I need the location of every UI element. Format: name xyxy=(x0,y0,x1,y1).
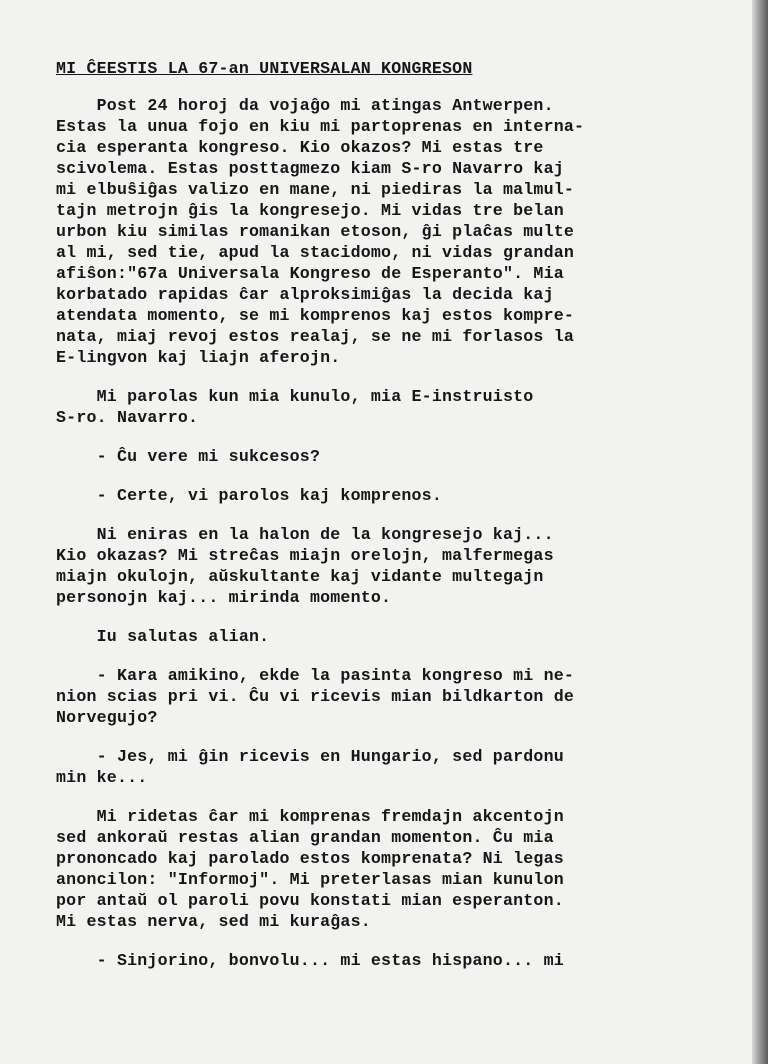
text-line: miajn okulojn, aŭskultante kaj vidante multegajn xyxy=(56,567,544,586)
paragraph xyxy=(56,446,736,467)
paragraph xyxy=(56,746,736,788)
text-line: Mi ridetas ĉar mi komprenas fremdajn akcentojn xyxy=(56,807,564,826)
text-line: Kio okazas? Mi streĉas miajn orelojn, malfermegas xyxy=(56,546,554,565)
text-line: S-ro. Navarro. xyxy=(56,408,199,427)
paragraph-container xyxy=(56,95,736,971)
paragraph xyxy=(56,806,736,932)
text-line: - Jes, mi ĝin ricevis en Hungario, sed pardonu xyxy=(56,747,564,766)
paragraph xyxy=(56,485,736,506)
text-line: E-lingvon kaj liajn aferojn. xyxy=(56,348,341,367)
text-line: min ke... xyxy=(56,768,148,787)
text-line: urbon kiu similas romanikan etoson, ĝi plaĉas multe xyxy=(56,222,575,241)
text-line: mi elbuŝiĝas valizo en mane, ni piediras la malmul- xyxy=(56,180,575,199)
text-line: nion scias pri vi. Ĉu vi ricevis mian bildkarton de xyxy=(56,687,575,706)
text-line: Mi parolas kun mia kunulo, mia E-instruisto xyxy=(56,387,534,406)
text-line: al mi, sed tie, apud la stacidomo, ni vidas grandan xyxy=(56,243,575,262)
text-line: - Sinjorino, bonvolu... mi estas hispano... mi xyxy=(56,951,564,970)
page-title: MI ĈEESTIS LA 67-an UNIVERSALAN KONGRESON xyxy=(56,59,473,78)
page-edge-shadow xyxy=(752,0,768,1064)
text-line: Ni eniras en la halon de la kongresejo kaj... xyxy=(56,525,554,544)
text-line: Norvegujo? xyxy=(56,708,158,727)
text-line: afiŝon:"67a Universala Kongreso de Esperanto". Mia xyxy=(56,264,564,283)
text-line: nata, miaj revoj estos realaj, se ne mi forlasos la xyxy=(56,327,575,346)
paragraph xyxy=(56,524,736,608)
text-line: prononcado kaj parolado estos komprenata? Ni legas xyxy=(56,849,564,868)
paragraph xyxy=(56,665,736,728)
document-body xyxy=(56,58,736,989)
text-line: - Certe, vi parolos kaj komprenos. xyxy=(56,486,442,505)
text-line: personojn kaj... mirinda momento. xyxy=(56,588,392,607)
paragraph xyxy=(56,95,736,368)
text-line: tajn metrojn ĝis la kongresejo. Mi vidas tre belan xyxy=(56,201,564,220)
text-line: Estas la unua fojo en kiu mi partoprenas en interna- xyxy=(56,117,585,136)
text-line: Mi estas nerva, sed mi kuraĝas. xyxy=(56,912,371,931)
text-line: sed ankoraŭ restas alian grandan momenton. Ĉu mia xyxy=(56,828,554,847)
text-line: atendata momento, se mi komprenos kaj estos kompre- xyxy=(56,306,575,325)
text-line: por antaŭ ol paroli povu konstati mian esperanton. xyxy=(56,891,564,910)
paragraph xyxy=(56,386,736,428)
text-line: Iu salutas alian. xyxy=(56,627,270,646)
text-line: Post 24 horoj da vojaĝo mi atingas Antwerpen. xyxy=(56,96,554,115)
paragraph xyxy=(56,626,736,647)
text-line: - Kara amikino, ekde la pasinta kongreso mi ne- xyxy=(56,666,575,685)
text-line: cia esperanta kongreso. Kio okazos? Mi estas tre xyxy=(56,138,544,157)
text-line: scivolema. Estas posttagmezo kiam S-ro Navarro kaj xyxy=(56,159,564,178)
text-line: anoncilon: "Informoj". Mi preterlasas mian kunulon xyxy=(56,870,564,889)
text-line: - Ĉu vere mi sukcesos? xyxy=(56,447,321,466)
paragraph xyxy=(56,950,736,971)
text-line: korbatado rapidas ĉar alproksimiĝas la decida kaj xyxy=(56,285,554,304)
